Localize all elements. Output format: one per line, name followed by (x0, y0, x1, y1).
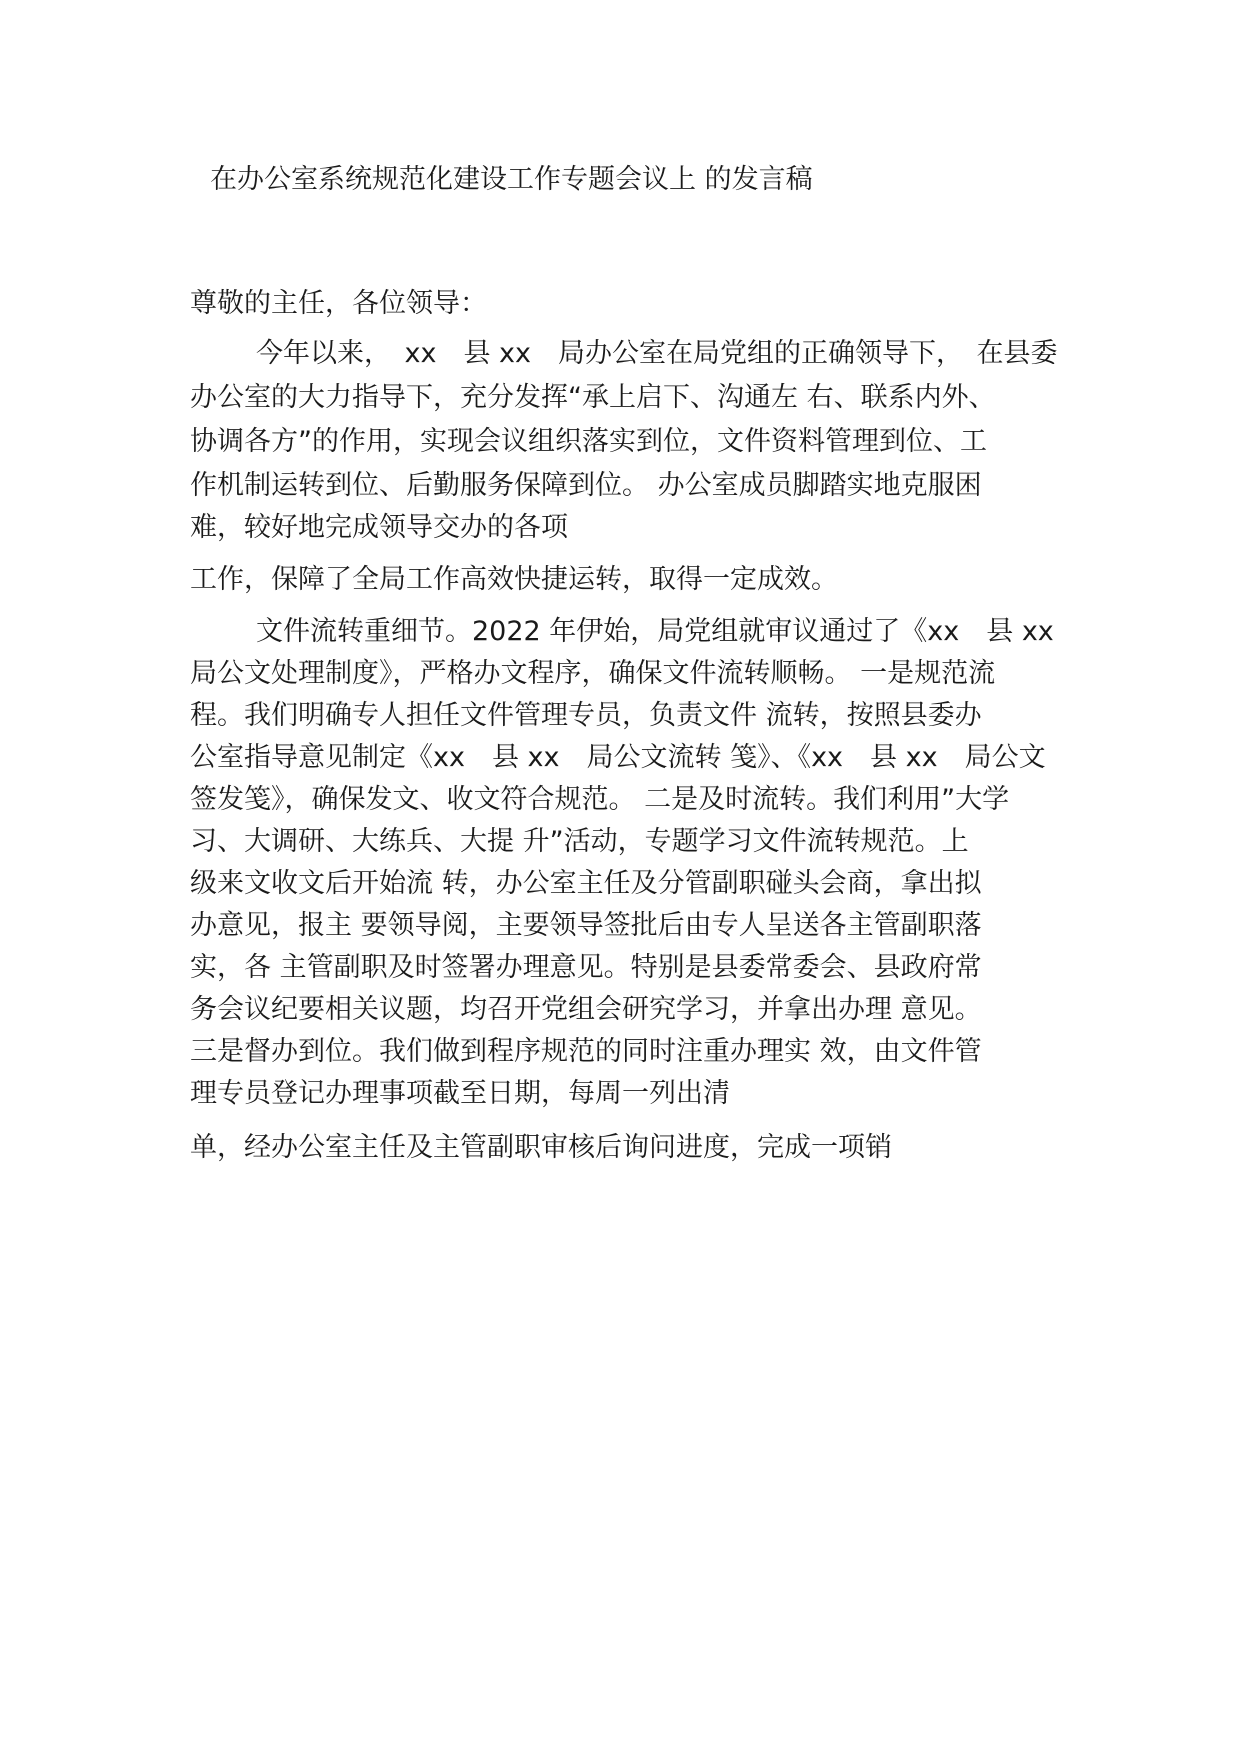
paragraph-line: 习、大调研、大练兵、大提 升”活动，专题学习文件流转规范。上 (190, 826, 969, 857)
paragraph-line: 实，各 主管副职及时签署办理意见。特别是县委常委会、县政府常 (190, 952, 982, 983)
salutation: 尊敬的主任，各位领导： (190, 288, 487, 319)
paragraph-line: 级来文收文后开始流 转，办公室主任及分管副职碰头会商，拿出拟 (190, 868, 982, 899)
paragraph-line: 务会议纪要相关议题，均召开党组会研究学习，并拿出办理 意见。 (190, 994, 982, 1025)
paragraph-line: 文件流转重细节。2022 年伊始，局党组就审议通过了《xx 县 xx (256, 616, 1054, 647)
paragraph-line: 签发笺》，确保发文、收文符合规范。 二是及时流转。我们利用”大学 (190, 784, 1010, 815)
paragraph-line: 办公室的大力指导下，充分发挥“承上启下、沟通左 右、联系内外、 (190, 382, 996, 413)
paragraph-line: 办意见，报主 要领导阅，主要领导签批后由专人呈送各主管副职落 (190, 910, 982, 941)
document-title: 在办公室系统规范化建设工作专题会议上 的发言稿 (210, 164, 813, 195)
paragraph-line: 工作，保障了全局工作高效快捷运转，取得一定成效。 (190, 564, 838, 595)
paragraph-line: 难，较好地完成领导交办的各项 (190, 512, 568, 543)
paragraph-line: 单，经办公室主任及主管副职审核后询问进度，完成一项销 (190, 1132, 892, 1163)
paragraph-line: 程。我们明确专人担任文件管理专员，负责文件 流转，按照县委办 (190, 700, 982, 731)
paragraph-line: 理专员登记办理事项截至日期，每周一列出清 (190, 1078, 730, 1109)
paragraph-line: 公室指导意见制定《xx 县 xx 局公文流转 笺》、《xx 县 xx 局公文 (190, 742, 1046, 773)
paragraph-line: 今年以来， xx 县 xx 局办公室在局党组的正确领导下， 在县委 (256, 338, 1058, 369)
paragraph-line: 作机制运转到位、后勤服务保障到位。 办公室成员脚踏实地克服困 (190, 470, 982, 501)
paragraph-line: 局公文处理制度》，严格办文程序，确保文件流转顺畅。 一是规范流 (190, 658, 996, 689)
paragraph-line: 协调各方”的作用，实现会议组织落实到位，文件资料管理到位、工 (190, 426, 987, 457)
paragraph-line: 三是督办到位。我们做到程序规范的同时注重办理实 效，由文件管 (190, 1036, 982, 1067)
